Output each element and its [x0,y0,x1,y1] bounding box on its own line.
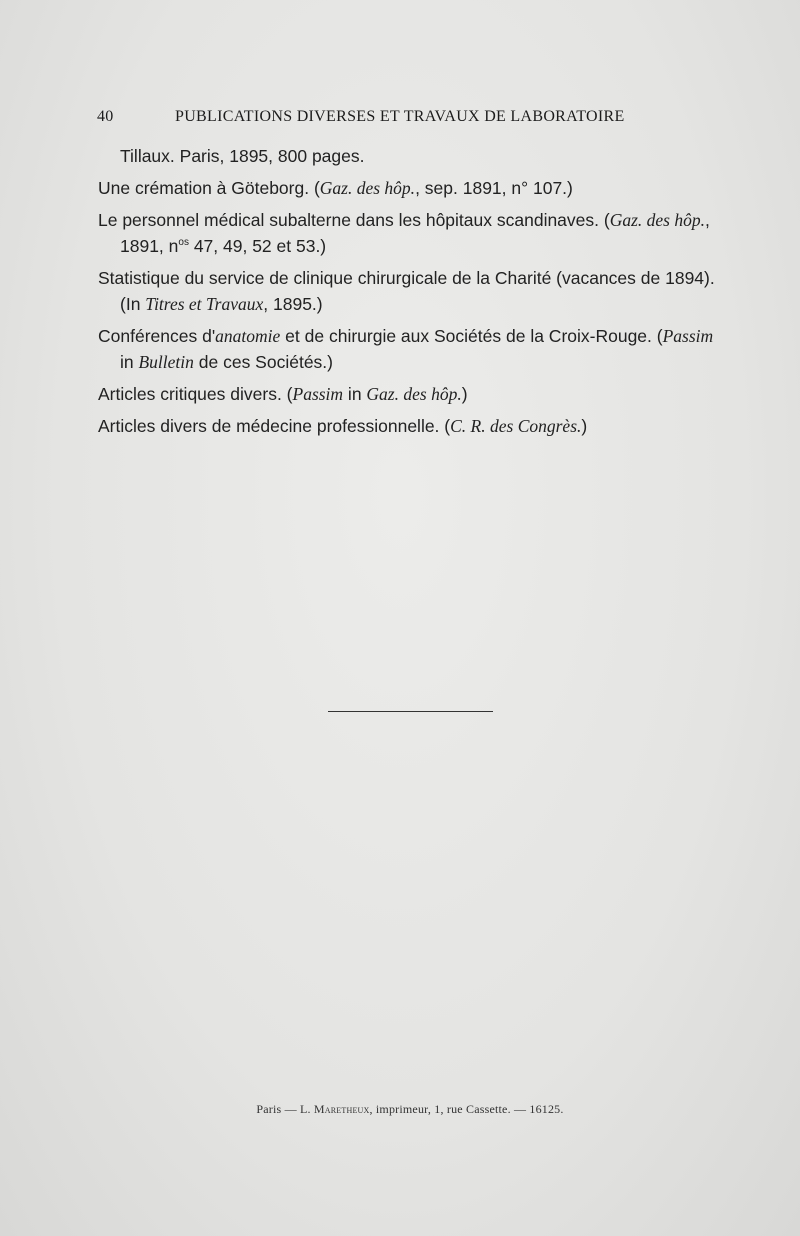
entry-text: Le personnel médical subalterne dans les hôpitaux scandinaves. ( [98,210,610,230]
entry-journal: Titres et Travaux [145,294,264,314]
list-item [98,143,728,169]
running-title: PUBLICATIONS DIVERSES ET TRAVAUX DE LABORATOIRE [175,108,625,125]
entry-text: Statistique du service de clinique chirurgicale de la Charité (vacances de 1894). (In [98,268,715,314]
entry-italic-word: Passim [662,326,714,346]
entry-text: in [343,384,367,404]
entry-text: , 1895.) [263,294,323,314]
list-item [98,323,728,375]
list-item [98,175,728,201]
entry-text: Articles critiques divers. ( [98,384,293,404]
entry-text: , sep. 1891, n° 107.) [415,178,573,198]
entry-text: Conférences d' [98,326,216,346]
entry-text: Tillaux. Paris, 1895, 800 pages. [120,146,365,166]
entry-journal: Gaz. des hôp. [609,210,705,230]
entry-text: in [120,352,139,372]
printer-imprint [0,1102,800,1117]
section-divider [328,711,493,712]
entry-italic-word: anatomie [215,326,281,346]
publication-list [98,143,728,445]
entry-journal: Gaz. des hôp. [366,384,462,404]
page-number: 40 [97,108,114,125]
imprint-text: , imprimeur, 1, rue Cassette. — 16125. [369,1102,564,1116]
entry-superscript: os [178,237,189,249]
entry-text: 47, 49, 52 et 53.) [188,236,327,256]
entry-journal: C. R. des Congrès. [450,416,582,436]
entry-text: , 1891, n [120,210,710,256]
entry-text: ) [581,416,588,436]
page-header [97,108,657,132]
entry-text: et de chirurgie aux Sociétés de la Croix-Rouge. ( [280,326,663,346]
entry-italic-word: Passim [292,384,344,404]
entry-text: Une crémation à Göteborg. ( [98,178,320,198]
entry-journal: Gaz. des hôp. [319,178,416,198]
imprint-text: Paris — L. [256,1102,314,1116]
entry-text: Articles divers de médecine professionnelle. ( [98,416,451,436]
imprint-printer-name: Marethеux [313,1102,370,1116]
entry-text: de ces Sociétés.) [193,352,333,372]
list-item [98,381,728,407]
entry-text: ) [461,384,468,404]
list-item [98,265,728,317]
list-item [98,207,728,259]
list-item [98,413,728,439]
entry-journal: Bulletin [138,352,194,372]
